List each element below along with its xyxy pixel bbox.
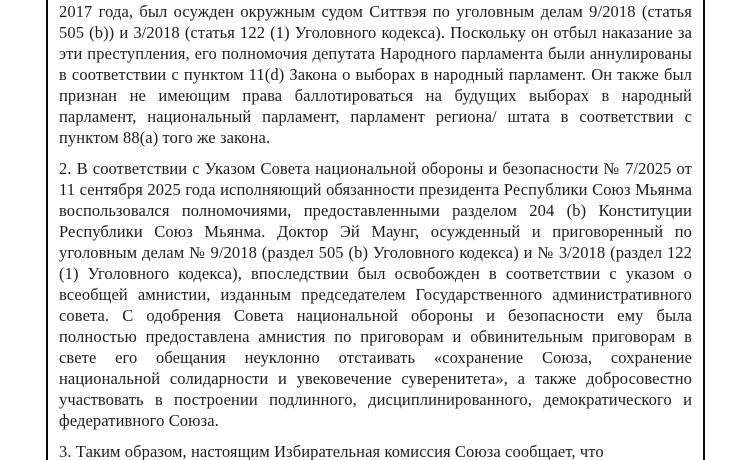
paragraph-2: 2. В соответствии с Указом Совета национальной обороны и безопасности № 7/2025 от 11 сентября 2025 года исполняющий обязанности президента Республики Союз Мьянма воспользовался полномочиями, предоставленными разделом 204 (b) Конституции Республики Союз Мьянма. Доктор Эй Маунг, осужденный и приговоренный по уголовным делам № 9/2018 (раздел 505 (b) Уголовного кодекса) и № 3/2018 (раздел 122 (1) Уголовного кодекса), впоследствии был освобожден в соответствии с указом о всеобщей амнистии, изданным председателем Государственного административного совета. С одобрения Совета национальной обороны и безопасности ему была полностью предоставлена амнистия по приговорам и обвинительным приговорам в свете его обещания неуклонно отстаивать «сохранение Союза, сохранение национальной солидарности и увековечение суверенитета», а также добросовестно участвовать в построении подлинного, дисциплинированного, демократического и федеративного Союза. xyxy=(59,159,692,430)
document-text-cell xyxy=(46,0,705,460)
paragraph-3-clipped: 3. Таким образом, настоящим Избирательная комиссия Союза сообщает, что xyxy=(59,442,604,460)
paragraph-continuation: 2017 года, был осужден окружным судом Ситтвэя по уголовным делам 9/2018 (статья 505 (b)) и 3/2018 (статья 122 (1) Уголовного кодекса). Поскольку он отбыл наказание за эти преступления, его полномочия депутата Народного парламента были аннулированы в соответствии с пунктом 11(d) Закона о выборах в народный парламент. Он также был признан не имеющим права баллотироваться на будущих выборах в народный парламент, национальный парламент, парламент региона/ штата в соответствии с пунктом 88(а) того же закона. xyxy=(59,2,692,147)
